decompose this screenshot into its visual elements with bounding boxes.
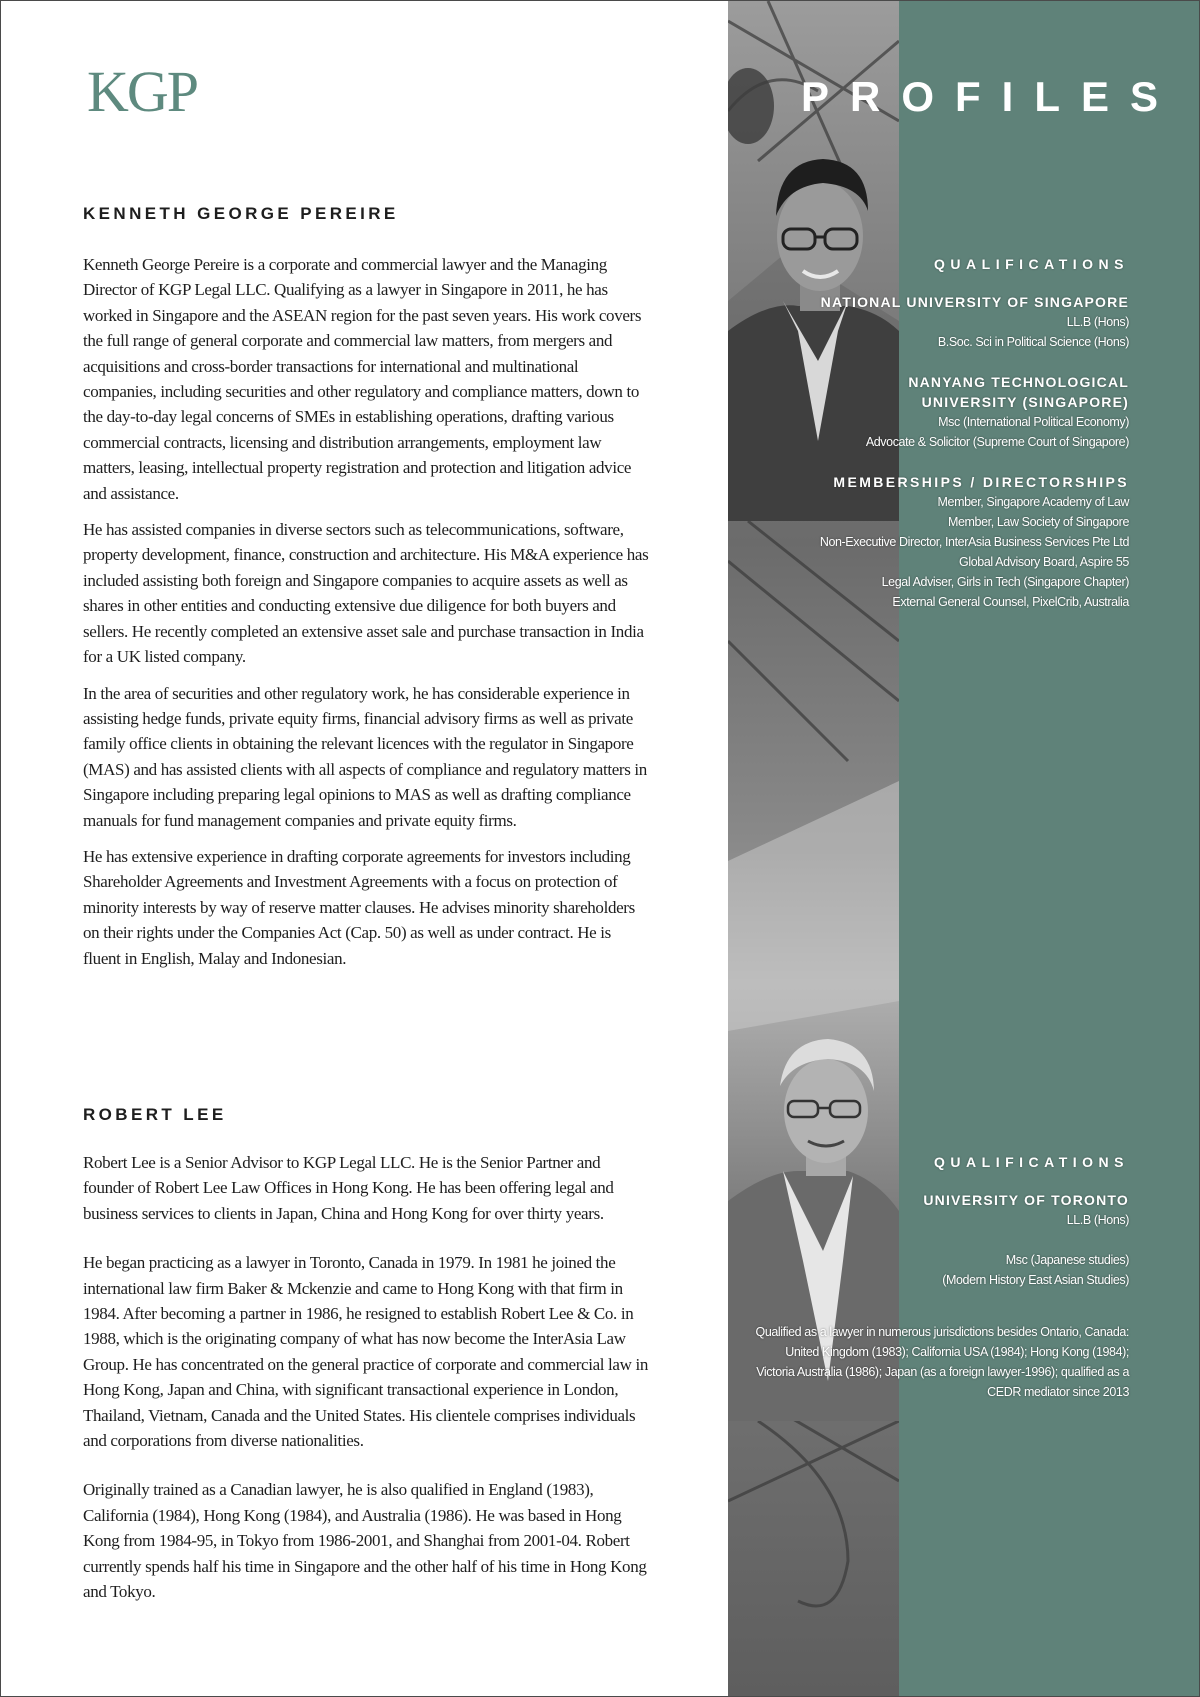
robert-bio [83, 1150, 649, 1629]
membership-item: Global Advisory Board, Aspire 55 [959, 555, 1129, 569]
robert-bio-paragraph: He began practicing as a lawyer in Toronto, Canada in 1979. In 1981 he joined the international law firm Baker & Mckenzie and came to Hong Kong with that firm in 1984. After becoming a partner in 1986, he resigned to establish Robert Lee & Co. in 1988, which is the originating company of what has now become the InterAsia Law Group. He has concentrated on the general practice of corporate and commercial law in Hong Kong, Japan and China, with significant transactional experience in London, Thailand, Vietnam, Canada and the United States. His clientele comprises individuals and corporations from diverse nationalities. [83, 1253, 648, 1451]
robert-bio-paragraph: Originally trained as a Canadian lawyer, he is also qualified in England (1983), California (1984), Hong Kong (1984), and Australia (1986). He was based in Hong Kong from 1984-95, in Tokyo from 1986-2001, and Shanghai from 2001-04. Robert currently spends half his time in Singapore and the other half of his time in Hong Kong and Tokyo. [83, 1480, 647, 1602]
msc-line: Msc (Japanese studies) [1005, 1253, 1129, 1267]
memberships-heading: MEMBERSHIPS / DIRECTORSHIPS [833, 474, 1129, 490]
robert-name-heading: ROBERT LEE [83, 1105, 227, 1124]
uoft-name: UNIVERSITY OF TORONTO [923, 1192, 1129, 1208]
kenneth-qualifications [709, 256, 1129, 612]
ntu-degree: Msc (International Political Economy) [938, 415, 1129, 429]
kenneth-bio-paragraph: He has assisted companies in diverse sectors such as telecommunications, software, property development, finance, construction and architecture. His M&A experience has included assisting both foreign and Singapore companies to acquire assets as well as shares in other entities and conducting extensive due diligence for both buyers and sellers. He recently completed an extensive asset sale and purchase transaction in India for a UK listed company. [83, 520, 649, 667]
robert-qualifications [709, 1154, 1129, 1402]
kgp-logo: KGP [87, 59, 198, 124]
membership-item: External General Counsel, PixelCrib, Australia [892, 595, 1129, 609]
jurisdictions-note: Qualified as a lawyer in numerous jurisdictions besides Ontario, Canada: United Kingdom (1983); California USA (1984); Hong Kong (1984); Victoria Australia (1986); Japan (as a foreign lawyer-1996); qualified as a CEDR mediator since 2013 [755, 1325, 1129, 1399]
membership-item: Legal Adviser, Girls in Tech (Singapore Chapter) [881, 575, 1129, 589]
kenneth-name-heading: KENNETH GEORGE PEREIRE [83, 204, 399, 223]
uoft-degree: LL.B (Hons) [1066, 1213, 1129, 1227]
membership-item: Member, Singapore Academy of Law [937, 495, 1129, 509]
left-column [1, 1, 728, 1696]
nus-degree: B.Soc. Sci in Political Science (Hons) [937, 335, 1129, 349]
nus-name: NATIONAL UNIVERSITY OF SINGAPORE [820, 294, 1129, 310]
profiles-title: PROFILES [801, 73, 1180, 120]
msc-line: (Modern History East Asian Studies) [942, 1273, 1129, 1287]
ntu-name-line1: NANYANG TECHNOLOGICAL [908, 374, 1129, 390]
membership-item: Member, Law Society of Singapore [947, 515, 1129, 529]
robert-bio-paragraph: Robert Lee is a Senior Advisor to KGP Legal LLC. He is the Senior Partner and founder of Robert Lee Law Offices in Hong Kong. He has been offering legal and business services to clients in Japan, China and Hong Kong for over thirty years. [83, 1153, 614, 1223]
kenneth-qualifications-heading: QUALIFICATIONS [934, 256, 1129, 272]
membership-item: Non-Executive Director, InterAsia Business Services Pte Ltd [819, 535, 1129, 549]
ntu-degree: Advocate & Solicitor (Supreme Court of Singapore) [865, 435, 1129, 449]
kenneth-bio-paragraph: He has extensive experience in drafting corporate agreements for investors including Shareholder Agreements and Investment Agreements with a focus on protection of minority interests by way of reserve matter clauses. He advises minority shareholders on their rights under the Companies Act (Cap. 50) as well as under contract. He is fluent in English, Malay and Indonesian. [83, 846, 635, 968]
kenneth-bio-paragraph: In the area of securities and other regulatory work, he has considerable experience in assisting hedge funds, private equity firms, financial advisory firms as well as private family office clients in obtaining the relevant licences with the regulator in Singapore (MAS) and has assisted clients with all aspects of compliance and regulatory matters in Singapore including preparing legal opinions to MAS as well as drafting compliance manuals for fund management companies and private equity firms. [83, 683, 647, 830]
kenneth-bio-paragraph: Kenneth George Pereire is a corporate and commercial lawyer and the Managing Director of KGP Legal LLC. Qualifying as a lawyer in Singapore in 2011, he has worked in Singapore and the ASEAN region for the past seven years. His work covers the full range of general corporate and commercial law matters, from mergers and acquisitions and cross-border transactions for international and multinational companies, including securities and other regulatory and compliance matters, down to the day-to-day legal concerns of SMEs in establishing operations, drafting various commercial contracts, licensing and distribution arrangements, employment law matters, leasing, intellectual property registration and protection and litigation advice and assistance. [83, 255, 642, 503]
kenneth-bio [83, 252, 649, 982]
robert-qualifications-heading: QUALIFICATIONS [934, 1154, 1129, 1170]
nus-degree: LL.B (Hons) [1066, 315, 1129, 329]
ntu-name-line2: UNIVERSITY (SINGAPORE) [921, 394, 1129, 410]
